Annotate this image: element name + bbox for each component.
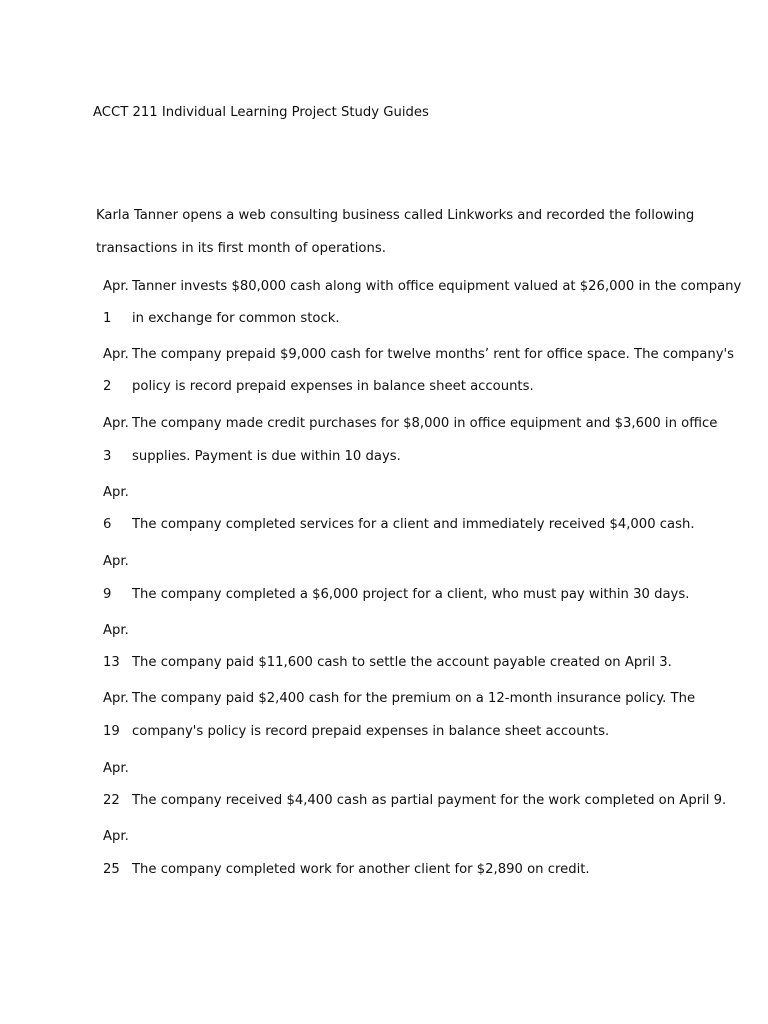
transaction-date-day: 13 bbox=[103, 655, 120, 670]
transaction-description: company's policy is record prepaid expenses in balance sheet accounts. bbox=[132, 724, 610, 739]
transaction-description: Tanner invests $80,000 cash along with office equipment valued at $26,000 in the company bbox=[132, 279, 742, 294]
transaction-5-line-1 bbox=[0, 553, 768, 571]
transaction-description: supplies. Payment is due within 10 days. bbox=[132, 449, 401, 464]
transaction-date-day: 25 bbox=[103, 862, 120, 877]
transaction-description: The company prepaid $9,000 cash for twelve months’ rent for office space. The company's bbox=[132, 347, 735, 362]
transaction-date-month: Apr. bbox=[103, 554, 129, 569]
transaction-description: The company completed services for a client and immediately received $4,000 cash. bbox=[132, 517, 695, 532]
transaction-4-line-2 bbox=[0, 516, 768, 534]
transaction-8-line-2 bbox=[0, 792, 768, 810]
transaction-date-month: Apr. bbox=[103, 347, 129, 362]
transaction-date-day: 3 bbox=[103, 449, 112, 464]
transaction-5-line-2 bbox=[0, 586, 768, 604]
transaction-7-line-2 bbox=[0, 723, 768, 741]
transaction-6-line-2 bbox=[0, 654, 768, 672]
transaction-8-line-1 bbox=[0, 760, 768, 778]
transaction-description: The company completed a $6,000 project for a client, who must pay within 30 days. bbox=[132, 587, 690, 602]
intro-line-1: Karla Tanner opens a web consulting business called Linkworks and recorded the following bbox=[96, 208, 695, 223]
transaction-date-month: Apr. bbox=[103, 691, 129, 706]
transaction-1-line-2 bbox=[0, 310, 768, 328]
transaction-6-line-1 bbox=[0, 622, 768, 640]
transaction-date-day: 19 bbox=[103, 724, 120, 739]
transaction-9-line-2 bbox=[0, 861, 768, 879]
transaction-7-line-1 bbox=[0, 690, 768, 708]
transaction-date-day: 2 bbox=[103, 379, 112, 394]
transaction-description: The company paid $2,400 cash for the premium on a 12-month insurance policy. The bbox=[132, 691, 696, 706]
transaction-description: policy is record prepaid expenses in balance sheet accounts. bbox=[132, 379, 534, 394]
transaction-date-month: Apr. bbox=[103, 761, 129, 776]
transaction-2-line-2 bbox=[0, 378, 768, 396]
transaction-1-line-1 bbox=[0, 278, 768, 296]
transaction-3-line-2 bbox=[0, 448, 768, 466]
transaction-date-month: Apr. bbox=[103, 623, 129, 638]
transaction-description: The company made credit purchases for $8,000 in office equipment and $3,600 in office bbox=[132, 416, 718, 431]
transaction-date-month: Apr. bbox=[103, 829, 129, 844]
transaction-3-line-1 bbox=[0, 415, 768, 433]
transaction-date-day: 1 bbox=[103, 311, 112, 326]
transaction-description: The company completed work for another client for $2,890 on credit. bbox=[132, 862, 590, 877]
transaction-date-day: 6 bbox=[103, 517, 112, 532]
transaction-description: The company paid $11,600 cash to settle the account payable created on April 3. bbox=[132, 655, 672, 670]
transaction-date-day: 9 bbox=[103, 587, 112, 602]
document-title: ACCT 211 Individual Learning Project Study Guides bbox=[93, 105, 429, 120]
transaction-date-month: Apr. bbox=[103, 279, 129, 294]
intro-line-2: transactions in its first month of operations. bbox=[96, 241, 386, 256]
transaction-description: in exchange for common stock. bbox=[132, 311, 340, 326]
transaction-9-line-1 bbox=[0, 828, 768, 846]
transaction-description: The company received $4,400 cash as partial payment for the work completed on April 9. bbox=[132, 793, 727, 808]
transaction-date-month: Apr. bbox=[103, 485, 129, 500]
transaction-date-day: 22 bbox=[103, 793, 120, 808]
transaction-2-line-1 bbox=[0, 346, 768, 364]
transaction-date-month: Apr. bbox=[103, 416, 129, 431]
transaction-4-line-1 bbox=[0, 484, 768, 502]
